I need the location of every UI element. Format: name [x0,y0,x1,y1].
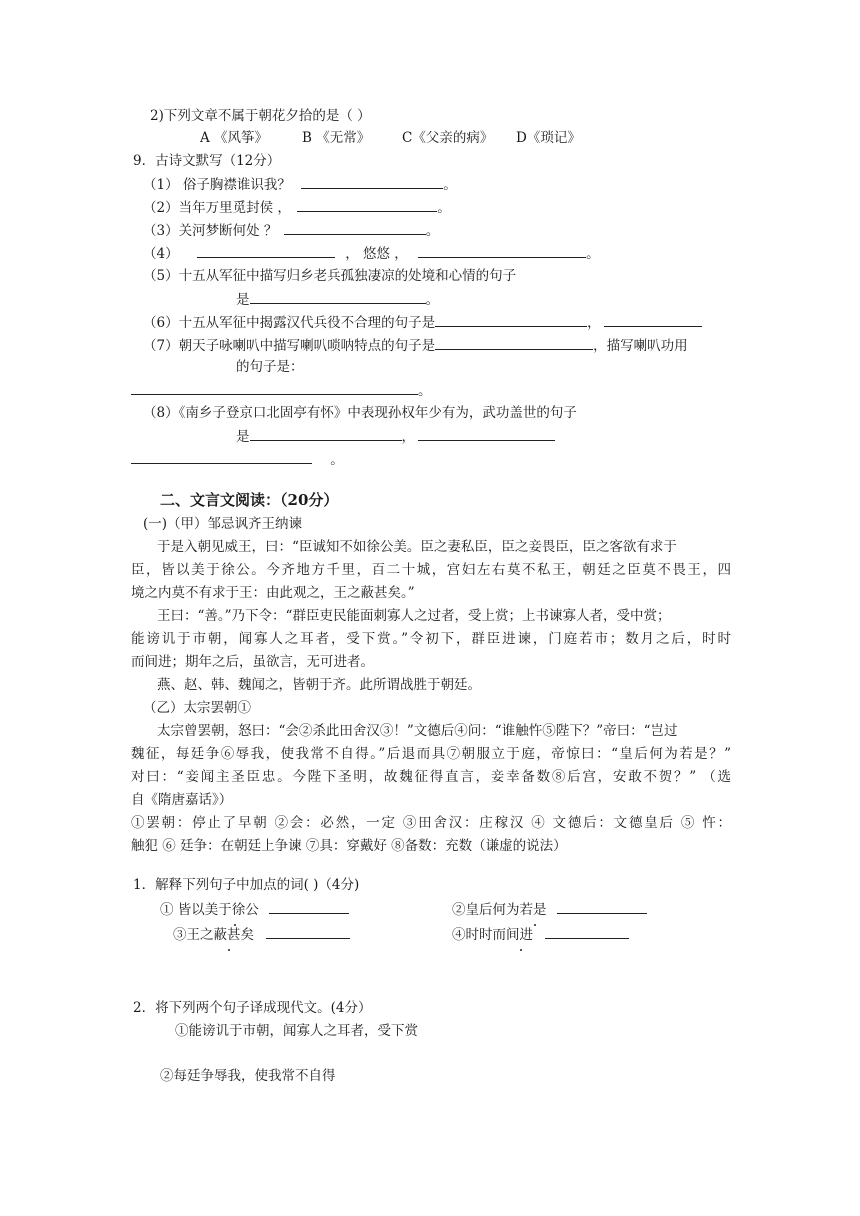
q9-line-5b [236,289,439,310]
q8-2-option-b: B 《无常》 [302,130,371,146]
emphasis-dot [534,905,536,921]
q9-line-5: （5）十五从军征中描写归乡老兵孤独凄凉的处境和心情的句子 [143,268,517,284]
footnotes-line: ①罢朝：停止了早朝 ②会：必然，一定 ③田舍汉：庄稼汉 ④ 文德后：文德皇后 ⑤ 忤： [131,815,731,831]
q9-line-8: （8）《南乡子登京口北固亭有怀》中表现孙权年少有为，武功盖世的句子 [143,405,577,421]
q1-item-2-text: ②皇后何为若是 [452,902,547,918]
passage-jia-p2-line: 能谤讥于市朝，闻寡人之耳者，受下赏。”令初下，群臣进谏，门庭若市；数月之后，时时 [131,631,731,647]
passage-jia-title: (一)（甲）邹忌讽齐王纳谏 [143,516,303,532]
q9-answer-blank[interactable] [418,426,555,441]
emphasis-dot [520,930,522,946]
q1-answer-blank[interactable] [266,924,350,939]
q1-answer-blank[interactable] [557,899,647,914]
q9-line-4 [143,243,600,264]
q9-period: 。 [418,383,432,399]
q9-title: 9．古诗文默写（12分） [133,153,281,169]
q9-answer-blank[interactable] [131,380,418,395]
q1-item-1 [160,899,349,920]
footnotes-line: 触犯 ⑥ 廷争：在朝廷上争谏 ⑦具：穿戴好 ⑧备数：充数（谦虚的说法） [131,838,567,854]
q9-period: 。 [425,223,440,239]
q8-2-stem: 2)下列文章不属于朝花夕拾的是（ ） [150,108,371,124]
q9-answer-blank[interactable] [301,174,443,189]
q1-title: 1．解释下列句子中加点的词( )（4分) [133,877,360,893]
q2-title: 2．将下列两个句子译成现代文。(4分） [133,1000,372,1016]
q9-period: 。 [443,177,457,193]
q1-item-3-text: ③王之蔽甚矣 [173,927,254,943]
q9-answer-blank[interactable] [297,197,437,212]
q9-line-1 [143,174,457,195]
q9-line-3-text: （3）关河梦断何处 ？ [143,223,278,239]
q9-line-7 [143,335,688,356]
q1-item-4 [452,924,629,945]
q9-line-4-label: （4） [143,246,179,262]
q9-answer-blank[interactable] [197,243,335,258]
passage-jia-p1-line: 臣，皆以美于徐公。今齐地方千里，百二十城，宫妇左右莫不私王，朝廷之臣莫不畏王，四 [131,562,731,578]
q9-line-5b-text: 是 [236,292,250,308]
q8-2-option-d: D《琐记》 [516,130,581,146]
q9-line-7-text: （7）朝天子咏喇叭中描写喇叭唢呐特点的句子是 [143,338,436,354]
q9-period: 。 [425,292,439,308]
emphasis-dot [234,905,236,921]
q9-line-6 [143,312,702,333]
q9-line-2 [143,197,451,218]
q9-line-7c [131,380,432,401]
q9-comma: ， [401,429,415,445]
passage-yi-line: 对曰：“妾闻主圣臣忠。今陛下圣明，故魏征得直言，妾幸备数⑧后宫，安敢不贺？” （选 [131,769,731,785]
q9-line-8b-text: 是 [236,429,250,445]
passage-yi-title: （乙）太宗罢朝① [143,700,251,716]
q9-period: 。 [586,246,600,262]
q9-comma: ， [587,315,601,331]
passage-jia-p3: 燕、赵、韩、魏闻之，皆朝于齐。此所谓战胜于朝廷。 [157,677,481,693]
passage-yi-line: 太宗曾罢朝，怒曰：“会②杀此田舍汉③！”文德后④问：“谁触忤⑤陛下？”帝曰：“岂过 [157,723,678,739]
passage-jia-p2-line: 王曰：“善。”乃下令：“群臣吏民能面刺寡人之过者，受上赏；上书谏寡人者，受中赏； [157,608,671,624]
q9-answer-blank[interactable] [250,426,402,441]
q9-period: 。 [437,200,451,216]
q9-period: 。 [330,452,344,468]
passage-yi-line: 自《隋唐嘉话》） [131,792,233,808]
passage-jia-p1-line: 境之内莫不有求于王：由此观之，王之蔽甚矣。” [131,585,415,601]
q1-item-3 [173,924,350,945]
q9-line-4-text: ， 悠悠 ， [345,246,408,262]
passage-jia-p1-line: 于是入朝见威王，曰：“臣诚知不如徐公美。臣之妻私臣，臣之妾畏臣，臣之客欲有求于 [157,539,677,555]
q9-answer-blank[interactable] [604,312,702,327]
passage-jia-p2-line: 而间进；期年之后，虽欲言，无可进者。 [131,654,374,670]
passage-yi-line: 魏征，每廷争⑥辱我，使我常不自得。”后退而具⑦朝服立于庭，帝惊曰：“皇后何为若是？” [131,746,731,762]
q9-line-3 [143,220,439,241]
q9-line-8c [131,449,344,470]
emphasis-dot [228,930,230,946]
q9-answer-blank[interactable] [284,220,426,235]
q9-line-6-text: （6）十五从军征中揭露汉代兵役不合理的句子是 [143,315,436,331]
q9-line-2-text: （2）当年万里觅封侯 ， [143,200,291,216]
q9-line-8b [236,426,555,447]
q9-line-7-tail: ，描写喇叭功用 [593,338,688,354]
q9-line-1-text: （1） 俗子胸襟谁识我？ [143,177,291,193]
q9-answer-blank[interactable] [131,449,312,464]
q1-answer-blank[interactable] [269,899,349,914]
q2-sentence-1: ①能谤讥于市朝，闻寡人之耳者，受下赏 [175,1023,418,1039]
q1-item-4-text: ④时时而间进 [452,927,533,943]
q9-answer-blank[interactable] [250,289,426,304]
q9-answer-blank[interactable] [435,335,593,350]
q1-item-1-text: ① 皆以美于徐公 [160,902,259,918]
q8-2-option-c: C《父亲的病》 [402,130,494,146]
q9-answer-blank[interactable] [418,243,586,258]
section-2-heading: 二、文言文阅读：（20分） [160,491,339,509]
q9-answer-blank[interactable] [435,312,587,327]
q1-item-2 [452,899,647,920]
q8-2-option-a: A 《风筝》 [200,130,269,146]
q2-sentence-2: ②每廷争辱我，使我常不自得 [160,1068,336,1084]
q1-answer-blank[interactable] [545,924,629,939]
q9-line-7b: 的句子是： [236,359,304,375]
